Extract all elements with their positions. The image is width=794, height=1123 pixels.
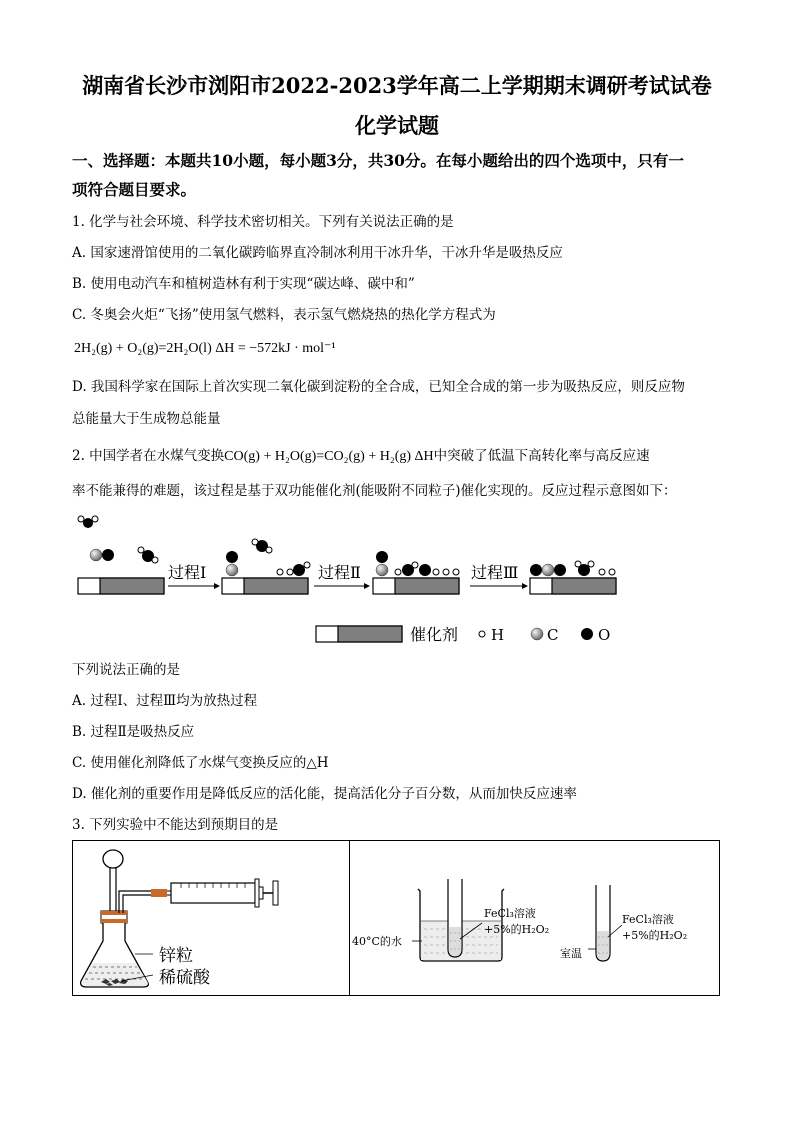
q2-stem-line1 xyxy=(72,446,722,467)
q1-option-a: A. 国家速滑馆使用的二氧化碳跨临界直冷制冰利用干冰升华，干冰升华是吸热反应 xyxy=(72,245,563,261)
room-temp-label: 室温 xyxy=(560,947,582,960)
legend-catalyst-label: 催化剂 xyxy=(410,625,459,644)
legend-h-label: H xyxy=(491,626,505,644)
reaction-process-diagram xyxy=(70,512,670,652)
h2o-molecule xyxy=(138,547,158,563)
q2-prompt: 下列说法正确的是 xyxy=(72,662,180,678)
q3-stem: 3. 下列实验中不能达到预期目的是 xyxy=(72,817,279,833)
q1-stem: 1. 化学与社会环境、科学技术密切相关。下列有关说法正确的是 xyxy=(72,214,454,230)
tube1-solution-line2: +5%的H₂O₂ xyxy=(484,923,550,936)
tube2-solution-line1: FeCl₃溶液 xyxy=(622,913,674,926)
h2o-molecule xyxy=(252,539,272,553)
catalyst-block-1 xyxy=(78,578,164,594)
tube1-solution-line1: FeCl₃溶液 xyxy=(484,907,536,920)
exam-subtitle: 化学试题 xyxy=(355,113,439,138)
process-arrow-1 xyxy=(168,583,220,589)
legend-c-label: C xyxy=(547,626,559,644)
q2-stem-line2: 率不能兼得的难题，该过程是基于双功能催化剂(能吸附不同粒子)催化实现的。反应过程示意图如下： xyxy=(72,483,677,499)
water-bath-experiment xyxy=(350,841,720,995)
catalyst-block-4 xyxy=(530,578,616,594)
q2-option-a: A. 过程Ⅰ、过程Ⅲ均为放热过程 xyxy=(72,693,258,709)
section-heading-line1: 一、选择题：本题共10小题，每小题3分，共30分。在每小题给出的四个选项中，只有一 xyxy=(72,151,684,170)
zinc-label: 锌粒 xyxy=(159,946,193,966)
adsorbed-oh-h xyxy=(277,562,310,576)
flask-syringe-apparatus xyxy=(73,841,349,995)
diagram-legend xyxy=(316,625,610,644)
adsorbed-co2-h2o xyxy=(530,561,615,576)
section-heading-line2: 项符合题目要求。 xyxy=(72,180,197,199)
co-molecule xyxy=(90,549,114,561)
h2o-molecule xyxy=(78,516,98,528)
adsorbed-co xyxy=(376,551,388,576)
adsorbed-species xyxy=(395,562,459,576)
tube2-solution-line2: +5%的H₂O₂ xyxy=(622,929,688,942)
legend-o-label: O xyxy=(598,626,611,644)
q2-stem-part-b: 中突破了低温下高转化率与高反应速 xyxy=(433,448,650,464)
q1-option-d-line2: 总能量大于生成物总能量 xyxy=(72,411,221,427)
water-bath-label: 40°C的水 xyxy=(352,935,402,948)
q1-option-b: B. 使用电动汽车和植树造林有利于实现“碳达峰、碳中和” xyxy=(72,276,415,292)
q1-option-c: C. 冬奥会火炬“飞扬”使用氢气燃料，表示氢气燃烧热的热化学方程式为 xyxy=(72,307,496,323)
q2-option-c: C. 使用催化剂降低了水煤气变换反应的△H xyxy=(72,755,329,771)
q2-option-b: B. 过程Ⅱ是吸热反应 xyxy=(72,724,195,740)
dilute-sulfuric-acid-label: 稀硫酸 xyxy=(159,968,210,988)
q2-equation: CO(g) + H₂O(g)=CO₂(g) + H₂(g) ΔH xyxy=(224,449,434,464)
catalyst-block-3 xyxy=(373,578,459,594)
q1-option-d-line1: D. 我国科学家在国际上首次实现二氧化碳到淀粉的全合成，已知全合成的第一步为吸热反应，则反应物 xyxy=(72,379,685,395)
process-arrow-2 xyxy=(314,583,370,589)
process-2-label: 过程Ⅱ xyxy=(318,563,361,582)
exam-title: 湖南省长沙市浏阳市2022-2023学年高二上学期期末调研考试试卷 xyxy=(82,73,712,98)
q1-option-c-equation: 2H₂(g) + O₂(g)=2H₂O(l) ΔH = −572kJ · mol⁻¹ xyxy=(74,341,336,356)
process-1-label: 过程Ⅰ xyxy=(168,563,207,582)
q2-stem-part-a: 2. 中国学者在水煤气变换 xyxy=(72,448,225,464)
process-3-label: 过程Ⅲ xyxy=(471,563,519,582)
q2-option-d: D. 催化剂的重要作用是降低反应的活化能，提高活化分子百分数，从而加快反应速率 xyxy=(72,786,577,802)
catalyst-block-2 xyxy=(222,578,308,594)
q3-experiment-table xyxy=(72,840,720,996)
adsorbed-co xyxy=(226,551,238,576)
process-arrow-3 xyxy=(470,583,528,589)
